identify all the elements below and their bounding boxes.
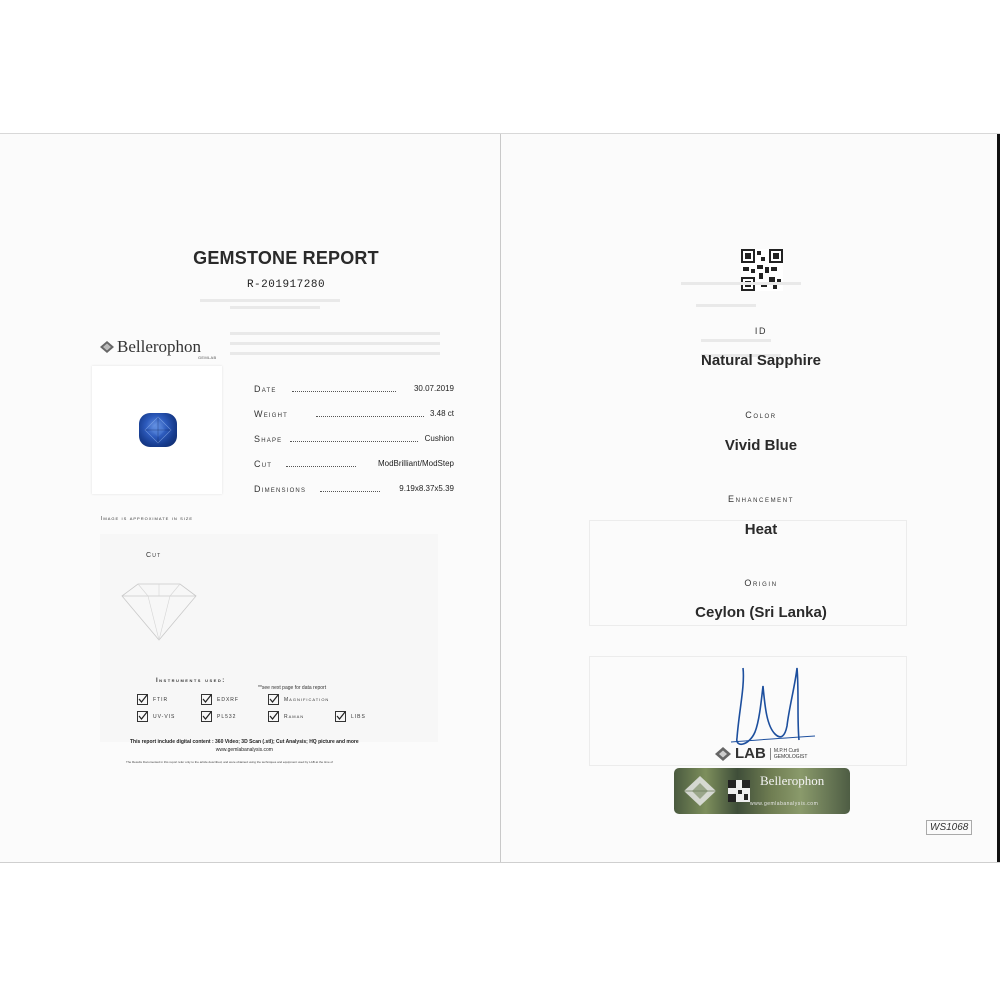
field-date: [254, 384, 454, 409]
lab-text: LAB: [735, 745, 766, 762]
signatory-name: M.P.H Curti: [773, 747, 800, 754]
enhancement-label: Enhancement: [728, 494, 794, 504]
instrument-label: UV-VIS: [153, 713, 176, 720]
instrument-pl532: [201, 711, 236, 722]
instrument-label: FTIR: [153, 696, 169, 703]
instrument-magnification: [268, 694, 329, 705]
cut-diagram-icon: [120, 582, 198, 642]
color-value: Vivid Blue: [724, 437, 798, 454]
bleed-through-line: [701, 339, 771, 342]
dotted-leader: [286, 465, 356, 467]
hologram-diamond-icon: [682, 774, 718, 808]
checked-box-icon: [268, 694, 279, 705]
bleed-through-line: [696, 304, 756, 307]
bleed-through-line: [681, 282, 801, 285]
image-size-note: Image is approximate in size: [101, 516, 193, 522]
signature-icon: [725, 656, 825, 756]
field-value: 3.48 ct: [429, 409, 454, 418]
checked-box-icon: [335, 711, 346, 722]
bleed-through-line: [230, 332, 440, 335]
dotted-leader: [292, 390, 396, 392]
instrument-label: Magnification: [284, 696, 330, 703]
enhancement-value: Heat: [744, 521, 778, 538]
instruments-title: Instruments used:: [156, 678, 226, 684]
field-cut: [254, 459, 454, 484]
instruments-note: **see next page for data report: [258, 685, 327, 691]
bleed-through-line: [230, 306, 320, 309]
cut-diagram-label: Cut: [146, 552, 162, 559]
website-link[interactable]: www.gemlabanalysis.com: [215, 747, 273, 753]
checked-box-icon: [201, 694, 212, 705]
digital-content-note: [130, 738, 359, 754]
digital-content-line: This report include digital content : 360 Video; 3D Scan (.stl); Cut Analysis; HQ picture and more: [130, 739, 359, 745]
gem-details: [254, 384, 454, 509]
instrument-label: Raman: [284, 713, 305, 720]
instrument-raman: [268, 711, 304, 722]
instrument-label: PL532: [217, 713, 237, 720]
dotted-leader: [290, 440, 418, 442]
right-page: [501, 134, 997, 862]
field-label: Dimensions: [254, 484, 307, 494]
instrument-edxrf: [201, 694, 239, 705]
hologram-website: www.gemlabanalysis.com: [750, 801, 819, 807]
report-number: R-201917280: [246, 279, 326, 291]
lab-signatory: [715, 745, 807, 762]
origin-label: Origin: [744, 578, 778, 588]
field-dimensions: [254, 484, 454, 509]
gem-photo: [92, 366, 222, 494]
field-label: Shape: [254, 434, 283, 444]
report-title: GEMSTONE REPORT: [193, 248, 379, 268]
report-sheet: [0, 133, 1000, 863]
field-value: Cushion: [424, 434, 454, 443]
lab-signatory-name: [770, 748, 808, 760]
checked-box-icon: [201, 711, 212, 722]
checked-box-icon: [137, 711, 148, 722]
instrument-label: LIBS: [351, 713, 366, 720]
gem-facets-icon: [139, 413, 177, 447]
brand-sub: GEMLAB: [198, 355, 217, 360]
id-label: ID: [754, 326, 768, 336]
checked-box-icon: [137, 694, 148, 705]
origin-value: Ceylon (Sri Lanka): [695, 604, 827, 621]
field-label: Weight: [254, 409, 289, 419]
instrument-uv-vis: [137, 711, 175, 722]
id-value: Natural Sapphire: [700, 352, 822, 369]
field-weight: [254, 409, 454, 434]
footnote: The Results Documented in this report refer only to the article described, and were obtained using the techniques and equipment used by LAB at the time of: [126, 760, 333, 764]
field-value: 30.07.2019: [413, 384, 454, 393]
brand-name: Bellerophon: [117, 337, 202, 356]
instrument-ftir: [137, 694, 168, 705]
field-value: ModBrilliant/ModStep: [377, 459, 454, 468]
dotted-leader: [320, 490, 380, 492]
sapphire-image: [139, 413, 177, 447]
field-shape: [254, 434, 454, 459]
field-value: 9.19x8.37x5.39: [399, 484, 454, 493]
lab-diamond-icon: [715, 747, 731, 761]
field-label: Cut: [254, 459, 273, 469]
hologram-qr-icon: [728, 780, 750, 802]
instrument-label: EDXRF: [217, 696, 239, 703]
bleed-through-line: [230, 352, 440, 355]
checked-box-icon: [268, 711, 279, 722]
security-hologram: [674, 768, 850, 814]
left-page: [0, 134, 500, 862]
field-label: Date: [254, 384, 277, 394]
bellerophon-logo: [100, 337, 201, 357]
color-label: Color: [745, 410, 777, 420]
instrument-libs: [335, 711, 366, 722]
bleed-through-line: [230, 342, 440, 345]
handwritten-code: WS1068: [926, 820, 972, 835]
signatory-title: GEMOLOGIST: [773, 753, 808, 760]
bleed-through-line: [200, 299, 340, 302]
bellerophon-diamond-icon: [100, 341, 114, 353]
hologram-brand: Bellerophon: [760, 773, 825, 788]
dotted-leader: [316, 415, 424, 417]
